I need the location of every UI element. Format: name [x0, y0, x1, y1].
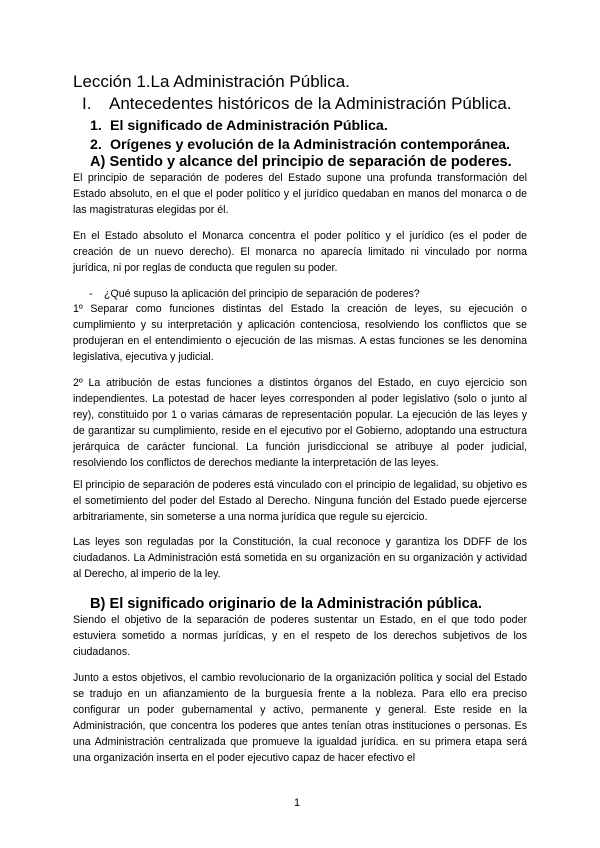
- bullet-item: [89, 288, 420, 300]
- paragraph: Junto a estos objetivos, el cambio revolucionario de la organización política y social del Estado se tradujo en un afianzamiento de la burguesía frente a la nobleza. Para ello era preciso configurar un poder gubernamental y activo, permanente y general. Este reside en la Administración, que concentra los poderes que antes tenían otras instituciones o personas. Es una Administración centralizada que promueve la igualdad jurídica. en su primera etapa será una organización inserta en el poder ejecutivo capaz de hacer efectivo el: [73, 672, 527, 764]
- bullet-text: ¿Qué supuso la aplicación del principio de separación de poderes?: [104, 288, 420, 300]
- subsection-heading-2: [90, 137, 510, 153]
- lesson-title: Lección 1.La Administración Pública.: [73, 72, 350, 91]
- paragraph: 1º Separar como funciones distintas del Estado la creación de leyes, su ejecución o cumplimiento y su interpretación y aplicación contenciosa, resolviendo los conflictos que se produjeran en el entendimiento o ejecución de las mismas. A estas funciones se les denomina legislativa, ejecutiva y judicial.: [73, 303, 527, 363]
- section-heading-1: [82, 94, 512, 114]
- subsection-heading-1: [90, 118, 388, 134]
- section-number: I.: [82, 94, 92, 113]
- page-number: 1: [294, 797, 301, 809]
- section-title: Antecedentes históricos de la Administración Pública.: [109, 94, 512, 113]
- subsection-number: 2.: [90, 137, 102, 153]
- subsection-title: El significado de Administración Pública.: [110, 118, 388, 134]
- paragraph: En el Estado absoluto el Monarca concentra el poder político y el jurídico (es el poder de creación de un nuevo derecho). El monarca no aparecía limitado ni vinculado por norma jurídica, ni por reglas de conducta que regulen su poder.: [73, 230, 527, 274]
- paragraph: Siendo el objetivo de la separación de poderes sustentar un Estado, en el que todo poder estuviera sometido a normas jurídicas, y en el respeto de los derechos subjetivos de los ciudadanos.: [73, 614, 527, 658]
- subsection-number: 1.: [90, 118, 102, 134]
- paragraph: El principio de separación de poderes está vinculado con el principio de legalidad, su objetivo es el sometimiento del poder del Estado al Derecho. Ninguna función del Estado puede ejercerse arbitrariamente, sin someterse a una norma jurídica que regule su ejercicio.: [73, 479, 527, 523]
- bullet-dash: -: [89, 288, 93, 300]
- paragraph: 2º La atribución de estas funciones a distintos órganos del Estado, en cuyo ejercicio son independientes. La potestad de hacer leyes corresponden al poder legislativo (solo o junto al rey), constituido por 1 o varias cámaras de representación popular. La ejecución de las leyes y de garantizar su cumplimiento, reside en el ejecutivo por el Gobierno, adoptando una estructura jerárquica de carácter funcional. La función jurisdiccional se atribuye al poder judicial, resolviendo los conflictos de derechos mediante la interpretación de las leyes.: [73, 377, 527, 469]
- paragraph: Las leyes son reguladas por la Constitución, la cual reconoce y garantiza los DDFF de los ciudadanos. La Administración está sometida en su organización en su organización y actividad al Derecho, al imperio de la ley.: [73, 536, 527, 580]
- paragraph: El principio de separación de poderes del Estado supone una profunda transformación del Estado absoluto, en el que el poder político y el jurídico quedaban en manos del monarca o de las magistraturas elegidas por él.: [73, 172, 527, 216]
- section-b-heading: B) El significado originario de la Administración pública.: [90, 596, 482, 612]
- section-a-heading: A) Sentido y alcance del principio de separación de poderes.: [90, 154, 512, 170]
- subsection-title: Orígenes y evolución de la Administración contemporánea.: [110, 137, 510, 153]
